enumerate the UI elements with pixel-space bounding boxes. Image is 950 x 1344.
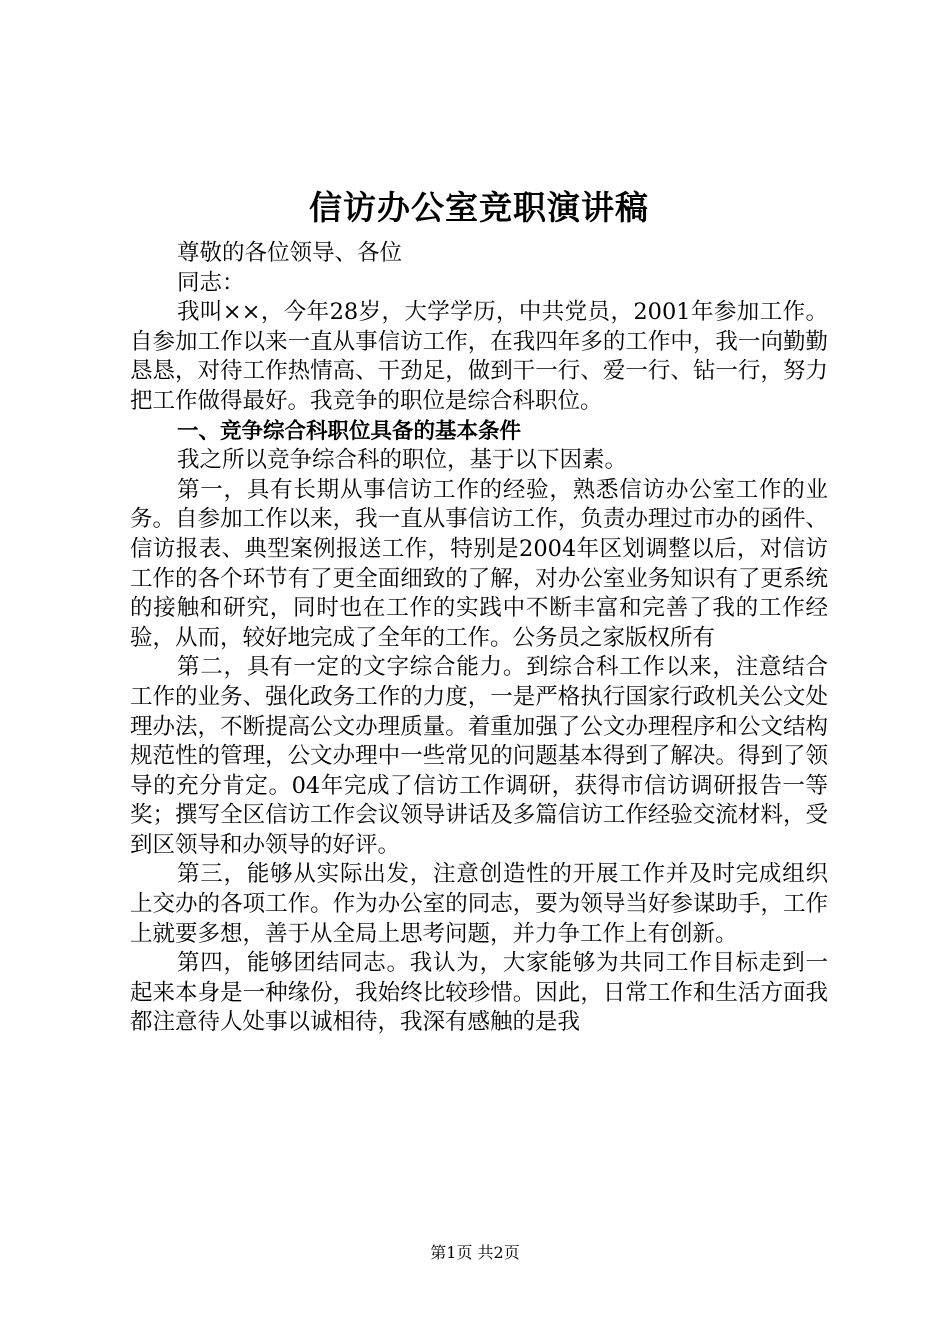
document-page <box>130 0 828 1344</box>
paragraph-second-point: 第二，具有一定的文字综合能力。到综合科工作以来，注意结合工作的业务、强化政务工作的力度，一是严格执行国家行政机关公文处理办法，不断提高公文办理质量。着重加强了公文办理程序和公文结构规范性的管理，公文办理中一些常见的问题基本得到了解决。得到了领导的充分肯定。04年完成了信访工作调研，获得市信访调研报告一等奖；撰写全区信访工作会议领导讲话及多篇信访工作经验交流材料，受到区领导和办领导的好评。 <box>130 654 828 858</box>
document-body <box>130 239 828 1038</box>
document-title: 信访办公室竞职演讲稿 <box>309 188 649 227</box>
page-number-footer: 第1页 共2页 <box>430 1243 520 1262</box>
paragraph-first-point: 第一，具有长期从事信访工作的经验，熟悉信访办公室工作的业务。自参加工作以来，我一直从事信访工作，负责办理过市办的函件、信访报表、典型案例报送工作，特别是2004年区划调整以后，对信访工作的各个环节有了更全面细致的了解，对办公室业务知识有了更系统的接触和研究，同时也在工作的实践中不断丰富和完善了我的工作经验，从而，较好地完成了全年的工作。公务员之家版权所有 <box>130 476 828 651</box>
salutation-line-2: 同志： <box>177 269 245 296</box>
section-heading: 一、竞争综合科职位具备的基本条件 <box>177 418 522 444</box>
paragraph-reasons-intro: 我之所以竞争综合科的职位，基于以下因素。 <box>177 447 628 474</box>
salutation-line-1: 尊敬的各位领导、各位 <box>177 240 403 266</box>
paragraph-introduction: 我叫××，今年28岁，大学学历，中共党员，2001年参加工作。自参加工作以来一直从事信访工作，在我四年多的工作中，我一向勤勤恳恳，对待工作热情高、干劲足，做到干一行、爱一行、钻一行，努力把工作做得最好。我竞争的职位是综合科职位。 <box>130 299 828 414</box>
paragraph-fourth-point: 第四，能够团结同志。我认为，大家能够为共同工作目标走到一起来本身是一种缘份，我始终比较珍惜。因此，日常工作和生活方面我都注意待人处事以诚相待，我深有感触的是我 <box>130 950 828 1036</box>
paragraph-third-point: 第三，能够从实际出发，注意创造性的开展工作并及时完成组织上交办的各项工作。作为办公室的同志，要为领导当好参谋助手，工作上就要多想，善于从全局上思考问题，并力争工作上有创新。 <box>130 861 828 947</box>
